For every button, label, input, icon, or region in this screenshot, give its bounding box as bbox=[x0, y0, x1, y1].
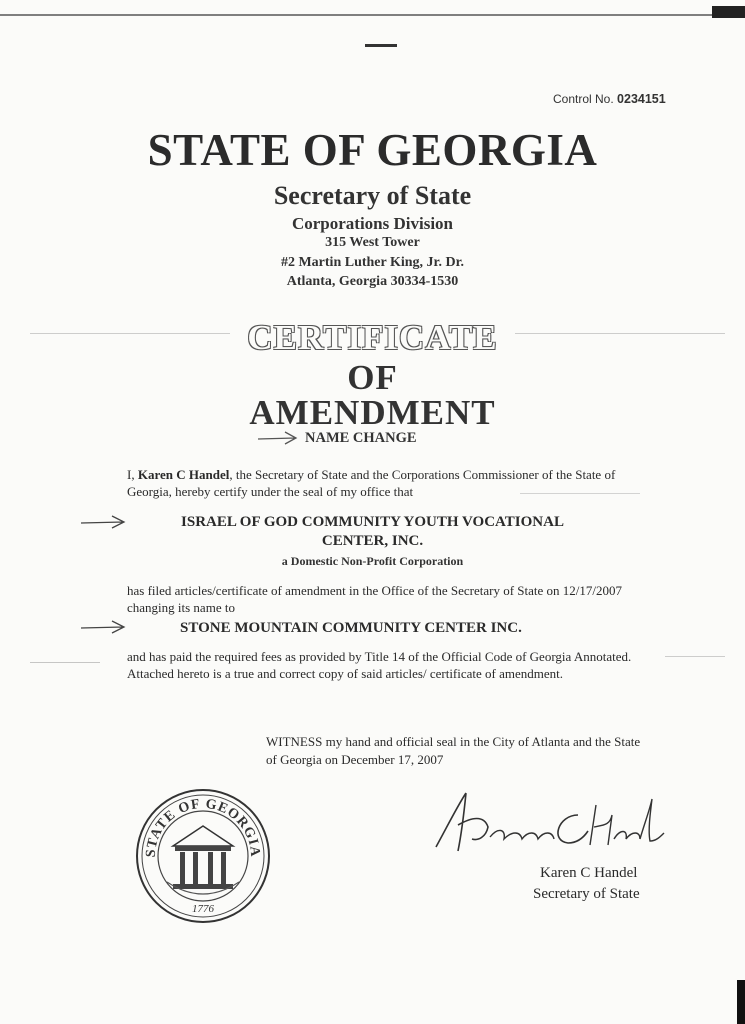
fees-paragraph: and has paid the required fees as provided by Title 14 of the Official Code of Georgia Annotated. Attached hereto is a true and correct copy of said articles/ certificate of amendment. bbox=[127, 649, 632, 681]
control-number bbox=[553, 92, 666, 106]
control-number-value: 0234151 bbox=[617, 92, 666, 106]
scan-speck bbox=[665, 656, 725, 657]
office-title: Secretary of State bbox=[273, 181, 472, 210]
witness-statement: WITNESS my hand and official seal in the City of Atlanta and the State of Georgia on December 17, 2007 bbox=[266, 734, 641, 767]
new-company-name: STONE MOUNTAIN COMMUNITY CENTER INC. bbox=[180, 620, 522, 636]
scan-dash-mark bbox=[365, 44, 397, 47]
arrow-icon bbox=[255, 430, 300, 446]
state-title: STATE OF GEORGIA bbox=[147, 125, 598, 175]
secretary-name: Karen C Handel bbox=[137, 467, 230, 482]
corporation-type: a Domestic Non-Profit Corporation bbox=[281, 554, 464, 568]
intro-prefix: I, bbox=[127, 467, 138, 482]
certificate-heading-2: OF bbox=[347, 358, 398, 397]
seal-top-text: STATE OF GEORGIA bbox=[143, 796, 263, 858]
address-line-2: #2 Martin Luther King, Jr. Dr. bbox=[280, 255, 465, 270]
intro-suffix: , the Secretary of State and the Corporations Commissioner of the State of Georgia, hereby certify under the seal of my office that bbox=[127, 467, 616, 499]
arrow-icon bbox=[78, 618, 128, 636]
georgia-state-seal bbox=[133, 786, 273, 926]
original-company-name bbox=[0, 513, 745, 551]
name-change-label: NAME CHANGE bbox=[305, 430, 417, 446]
signer-name: Karen C Handel bbox=[540, 865, 638, 881]
original-name-line-2: CENTER, INC. bbox=[321, 533, 424, 549]
original-name-line-1: ISRAEL OF GOD COMMUNITY YOUTH VOCATIONAL bbox=[181, 514, 564, 530]
scan-right-edge bbox=[737, 980, 745, 1024]
handwritten-signature bbox=[428, 785, 668, 865]
certificate-heading-3: AMENDMENT bbox=[249, 393, 496, 432]
certification-paragraph bbox=[127, 466, 657, 500]
signer-title: Secretary of State bbox=[533, 886, 640, 902]
certificate-heading-1: CERTIFICATE bbox=[247, 318, 498, 357]
address-line-1: 315 West Tower bbox=[325, 235, 420, 250]
address-line-3: Atlanta, Georgia 30334-1530 bbox=[286, 274, 459, 289]
scan-corner-mark bbox=[712, 6, 745, 18]
seal-year: 1776 bbox=[192, 903, 214, 915]
scan-top-edge-line bbox=[0, 14, 715, 16]
filing-paragraph: has filed articles/certificate of amendment in the Office of the Secretary of State on 12/17/2007 changing its name to bbox=[127, 583, 623, 615]
control-label: Control No. bbox=[553, 92, 614, 106]
scan-speck bbox=[30, 662, 100, 663]
division-title: Corporations Division bbox=[291, 214, 454, 233]
